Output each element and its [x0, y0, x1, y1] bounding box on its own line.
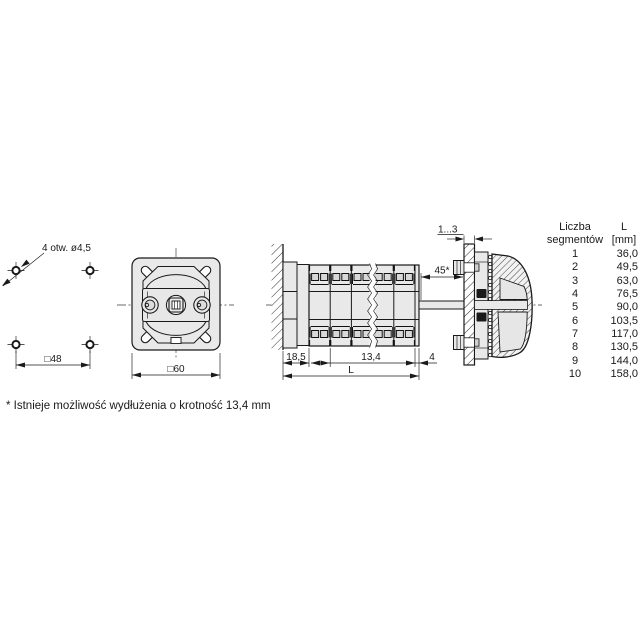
shaft-clamp: [477, 313, 487, 322]
shaft-hole: [166, 295, 185, 314]
hole-pattern-view: [2, 243, 99, 369]
knob-pocket-lower: [498, 312, 527, 352]
table-row: 1 36,0: [571, 247, 638, 260]
table-row: 7 117,0: [571, 327, 638, 340]
segments-length-table: [540, 221, 638, 381]
fixing-screw: [194, 297, 210, 313]
table-header-row: [540, 234, 638, 247]
table-row: 4 76,5: [571, 287, 638, 300]
dim-13-4-label: 13,4: [361, 352, 381, 363]
front-plate-view: [117, 248, 234, 379]
col-length-header: L: [620, 221, 628, 233]
panel-handle-view: [438, 225, 533, 366]
mounting-hole: [86, 341, 93, 348]
col-length-header: [mm]: [611, 234, 637, 247]
table-row: 2 49,5: [571, 261, 638, 274]
table-row: 8 130,5: [571, 341, 638, 354]
table-header-row: [540, 221, 638, 234]
table-row: 10 158,0: [568, 367, 638, 380]
table-row: 5 90,0: [571, 301, 638, 314]
dim-4-label: 4: [429, 352, 435, 363]
dim-45-label: 45*: [434, 265, 450, 277]
dim-18-5-label: 18,5: [286, 352, 306, 363]
mounting-hole: [86, 267, 93, 274]
table-row: 6 103,5: [571, 314, 638, 327]
dim-48-label: □48: [44, 354, 62, 365]
wall-hatch: [272, 244, 284, 350]
drive-shaft: [419, 301, 465, 309]
col-segments-header: Liczba: [559, 221, 591, 233]
shaft-clamp: [477, 289, 487, 298]
extension-footnote: * Istnieje możliwość wydłużenia o krotność 13,4 mm: [6, 400, 271, 412]
fixing-screw: [142, 297, 158, 313]
col-segments-header: segmentów: [546, 234, 604, 247]
dim-1-3-label: 1...3: [438, 224, 458, 236]
dim-L-label: L: [348, 365, 354, 376]
mounting-hole: [12, 267, 19, 274]
dim-60-label: □60: [167, 364, 185, 375]
table-row: 3 63,0: [571, 274, 638, 287]
table-row: 9 144,0: [571, 354, 638, 367]
holes-label: 4 otw. ø4,5: [42, 243, 91, 254]
mounting-hole: [12, 341, 19, 348]
